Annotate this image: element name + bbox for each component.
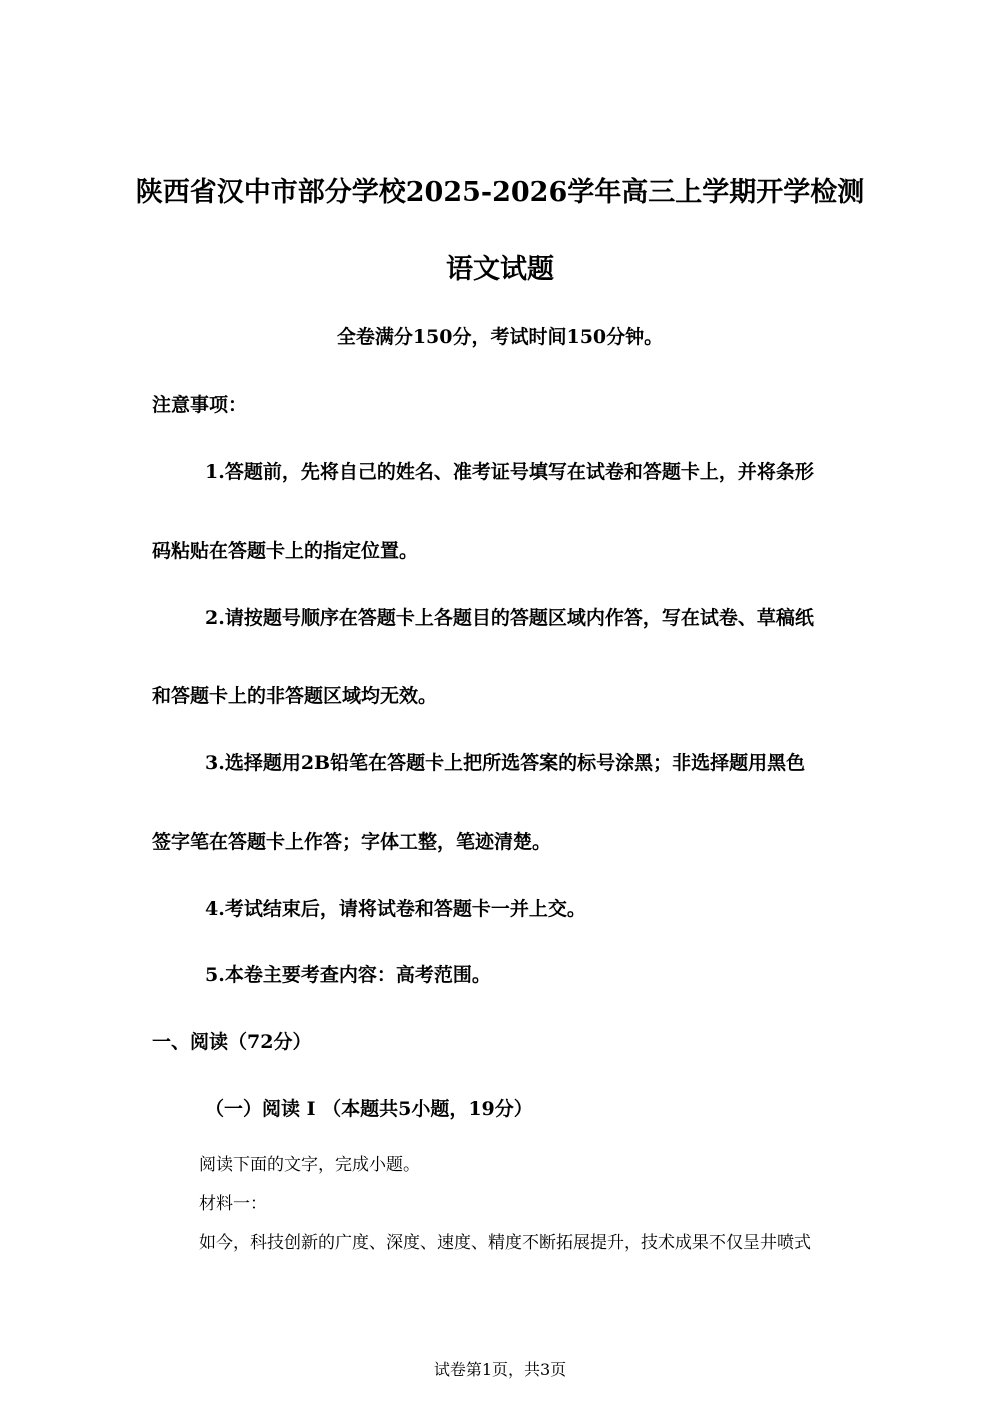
material-label: 材料一： (199, 1194, 267, 1214)
notice-1-line2: 码粘贴在答题卡上的指定位置。 (152, 540, 419, 562)
page-footer: 试卷第1页，共3页 (433, 1360, 567, 1379)
exam-title-line1: 陕西省汉中市部分学校2025-2026学年高三上学期开学检测 (135, 177, 865, 208)
notice-1-line1: 1.答题前，先将自己的姓名、准考证号填写在试卷和答题卡上，并将条形 (205, 461, 814, 483)
section-1-heading: 一、阅读（72分） (152, 1031, 312, 1053)
exam-title-line2: 语文试题 (446, 254, 554, 285)
notice-3-line1: 3.选择题用2B铅笔在答题卡上把所选答案的标号涂黑；非选择题用黑色 (205, 752, 806, 774)
notice-2-line1: 2.请按题号顺序在答题卡上各题目的答题区域内作答，写在试卷、草稿纸 (205, 607, 814, 629)
notice-5: 5.本卷主要考查内容：高考范围。 (205, 964, 491, 986)
notice-3-line2: 签字笔在答题卡上作答；字体工整，笔迹清楚。 (152, 831, 552, 853)
subsection-1-heading: （一）阅读 I （本题共5小题，19分） (205, 1098, 533, 1120)
passage-line-1: 如今，科技创新的广度、深度、速度、精度不断拓展提升，技术成果不仅呈井喷式 (199, 1233, 811, 1253)
notice-4: 4.考试结束后，请将试卷和答题卡一并上交。 (205, 898, 586, 920)
exam-subtitle: 全卷满分150分，考试时间150分钟。 (336, 326, 664, 348)
notice-2-line2: 和答题卡上的非答题区域均无效。 (152, 685, 438, 707)
reading-instruction: 阅读下面的文字，完成小题。 (199, 1155, 420, 1175)
notice-heading: 注意事项： (152, 394, 248, 416)
